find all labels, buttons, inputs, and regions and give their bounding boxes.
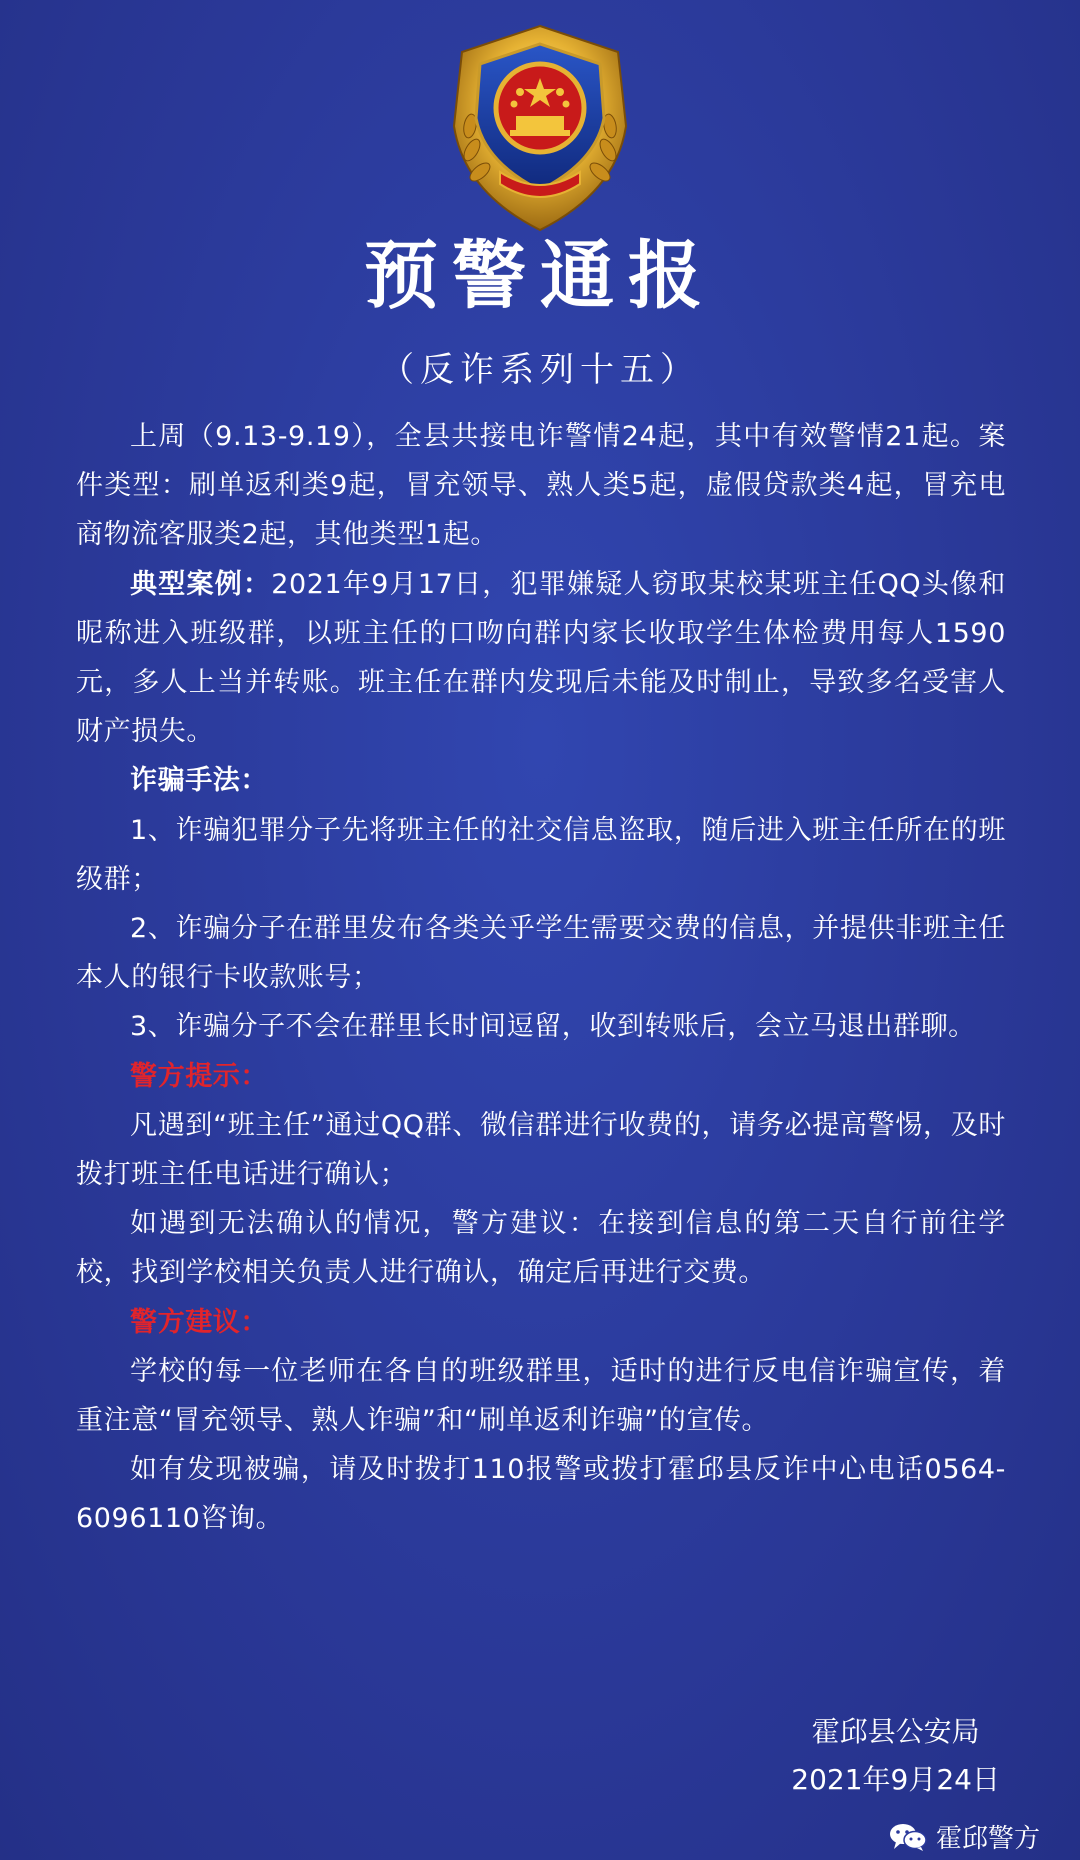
typical-case-paragraph — [76, 560, 1006, 757]
watermark-text: 霍邱警方 — [935, 1824, 1040, 1854]
method-item: 1、诈骗犯罪分子先将班主任的社交信息盗取，随后进入班主任所在的班级群； — [76, 814, 1006, 895]
typical-case-label: 典型案例： — [130, 568, 272, 600]
tip-item: 凡遇到“班主任”通过QQ群、微信群进行收费的，请务必提高警惕，及时拨打班主任电话进行确认； — [76, 1109, 1006, 1191]
watermark — [888, 1818, 1040, 1855]
signature-date: 2021年9月24日 — [791, 1763, 1000, 1796]
advice-item: 如有发现被骗，请及时拨打110报警或拨打霍邱县反诈中心电话0564-6096110咨询。 — [76, 1454, 1006, 1535]
method-item: 3、诈骗分子不会在群里长时间逗留，收到转账后，会立马退出群聊。 — [130, 1011, 976, 1043]
summary-paragraph: 上周（9.13-9.19），全县共接电诈警情24起，其中有效警情21起。案件类型：刷单返利类9起，冒充领导、熟人类5起，虚假贷款类4起，冒充电商物流客服类2起，其他类型1起。 — [76, 421, 1006, 551]
tip-item: 如遇到无法确认的情况，警方建议：在接到信息的第二天自行前往学校，找到学校相关负责人进行确认，确定后再进行交费。 — [76, 1208, 1006, 1289]
advice-item: 学校的每一位老师在各自的班级群里，适时的进行反电信诈骗宣传，着重注意“冒充领导、熟人诈骗”和“刷单返利诈骗”的宣传。 — [76, 1355, 1006, 1437]
police-emblem-icon — [440, 22, 640, 234]
wechat-icon — [888, 1822, 928, 1852]
typical-case-text: 2021年9月17日，犯罪嫌疑人窃取某校某班主任QQ头像和昵称进入班级群，以班主任的口吻向群内家长收取学生体检费用每人1590元，多人上当并转账。班主任在群内发现后未能及时制止，导致多名受害人财产损失。 — [76, 568, 1006, 748]
notice-body — [76, 412, 1006, 1544]
signature-org: 霍邱县公安局 — [811, 1715, 980, 1748]
advice-heading: 警方建议： — [130, 1306, 268, 1338]
page-subtitle: （反诈系列十五） — [380, 350, 700, 390]
page-title: 预警通报 — [364, 233, 716, 319]
tips-heading: 警方提示： — [130, 1060, 268, 1092]
method-item: 2、诈骗分子在群里发布各类关乎学生需要交费的信息，并提供非班主任本人的银行卡收款账号； — [76, 913, 1006, 994]
methods-heading: 诈骗手法： — [130, 765, 268, 797]
signature-block — [791, 1708, 1000, 1804]
